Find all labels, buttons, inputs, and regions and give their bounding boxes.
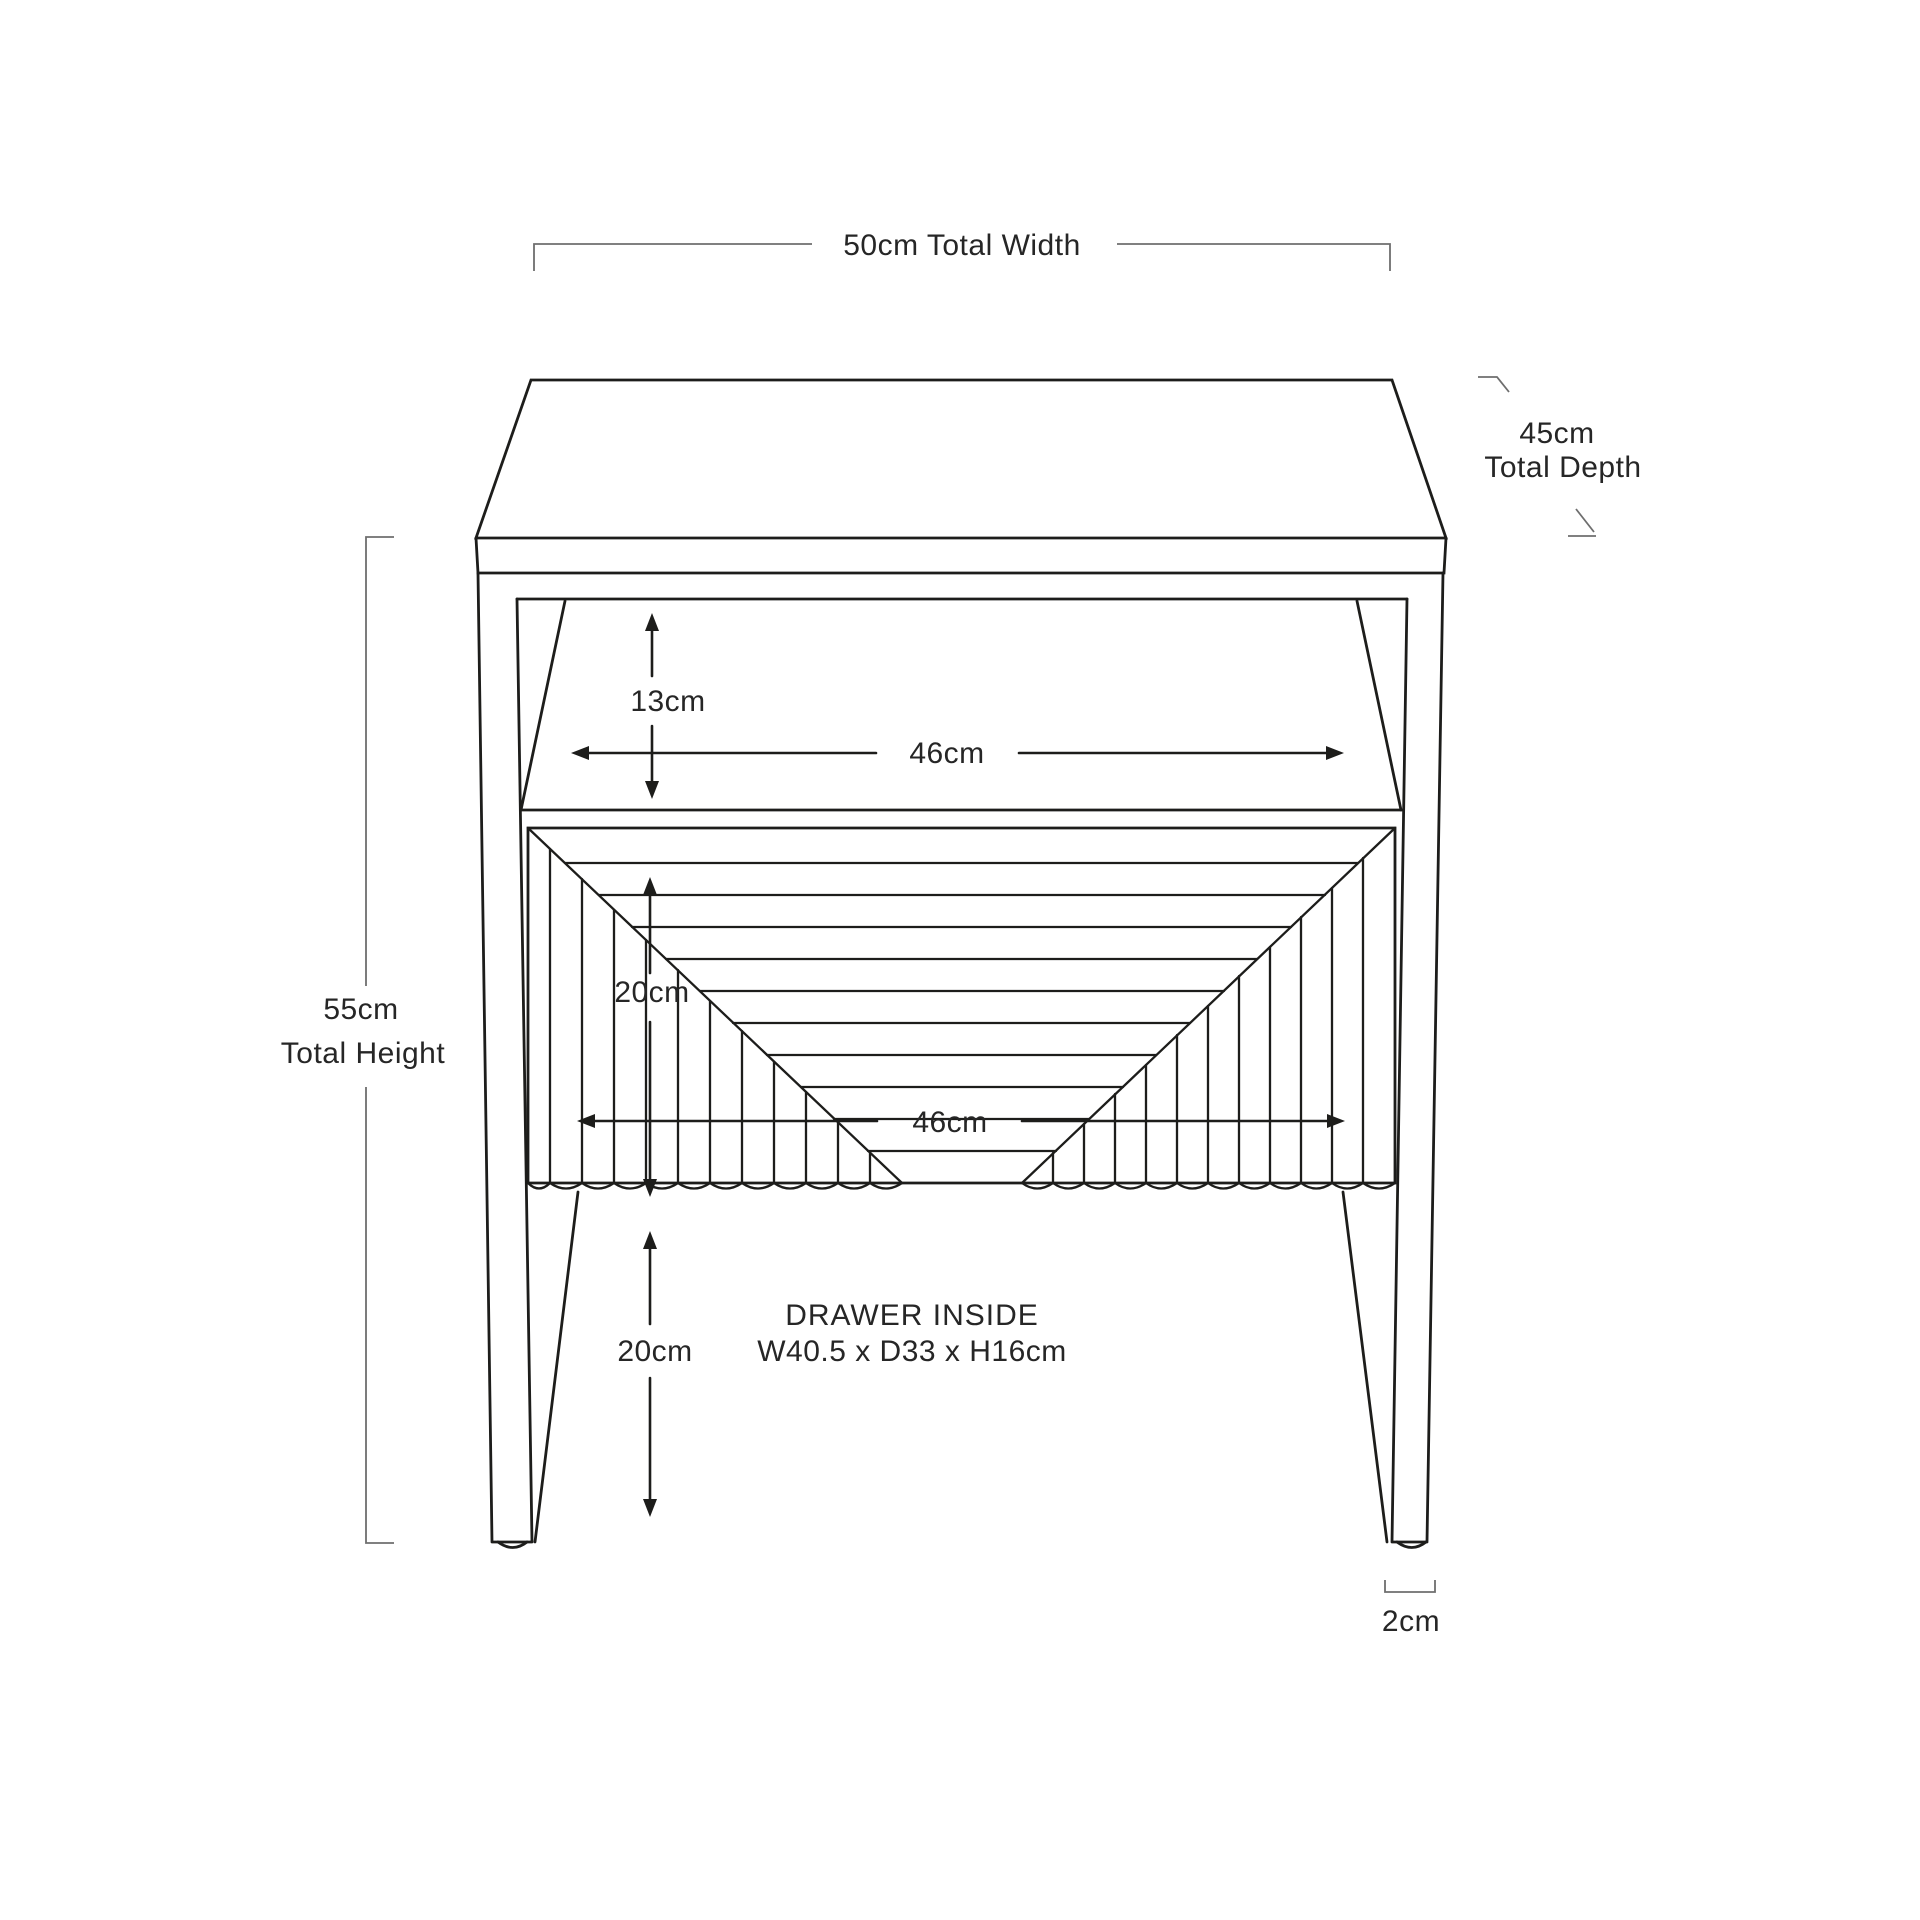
total-width-label: 50cm Total Width [843, 229, 1081, 262]
total-height-value: 55cm [323, 993, 399, 1026]
total-depth-tick-top [1478, 377, 1509, 392]
shelf-opening-width-label: 46cm [909, 737, 985, 770]
drawer-flutes-right [1053, 858, 1363, 1183]
right-leg [1392, 573, 1443, 1542]
foot-width-bracket [1385, 1580, 1435, 1592]
shelf-opening-height-label: 13cm [630, 685, 706, 718]
drawer-flutes-left [550, 849, 870, 1183]
bedside-table-drawing [476, 380, 1446, 1548]
total-height-caption: Total Height [280, 1037, 446, 1070]
drawer-inside-title: DRAWER INSIDE [785, 1299, 1039, 1332]
total-depth-caption: Total Depth [1484, 451, 1642, 484]
drawer-front-height-label: 20cm [614, 976, 690, 1009]
total-depth-value: 45cm [1519, 417, 1595, 450]
drawer-front-width-label: 46cm [912, 1106, 988, 1139]
drawer-inside-size: W40.5 x D33 x H16cm [757, 1335, 1067, 1368]
tabletop-surface [476, 380, 1446, 538]
foot-width-label: 2cm [1381, 1605, 1441, 1638]
tabletop-front-face [476, 538, 1446, 573]
leg-clearance-height-label: 20cm [617, 1335, 693, 1368]
total-depth-tick-bottom [1568, 509, 1596, 536]
leg-clearance-arrow [643, 1231, 657, 1517]
left-leg [478, 573, 532, 1542]
